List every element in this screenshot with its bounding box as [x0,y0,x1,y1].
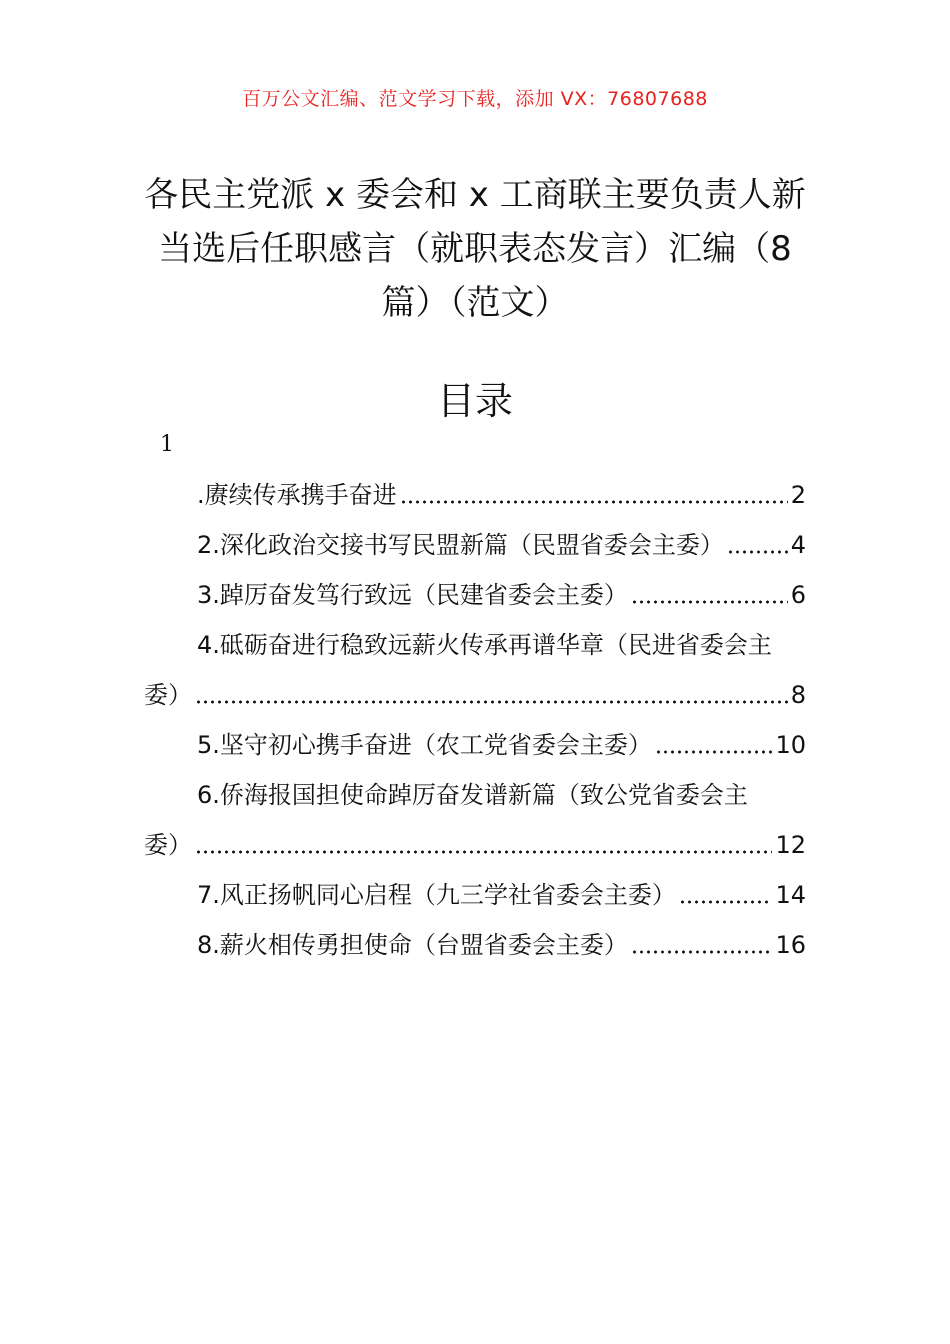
toc-heading: 目录 [436,379,513,423]
document-title: 各民主党派 x 委会和 x 工商联主要负责人新当选后任职感言（就职表态发言）汇编（8 篇）（范文） [144,175,806,323]
toc-entry-title: 4.砥砺奋进行稳致远薪火传承再谱华章（民进省委会主 [197,631,772,659]
toc-entry[interactable] [144,870,806,920]
dot-leader [727,531,788,555]
toc-entry-title: 5.坚守初心携手奋进（农工党省委会主委） [197,731,652,759]
dot-leader [631,931,773,955]
dot-leader [195,831,772,855]
toc-entry[interactable] [144,720,806,770]
toc-entry[interactable] [144,570,806,620]
toc-entry[interactable] [144,520,806,570]
toc-entry[interactable] [144,620,806,720]
toc-entry-title-continued: 委） [144,681,192,709]
dot-leader [631,581,788,605]
dot-leader [655,731,773,755]
toc-entry-title: 6.侨海报国担使命踔厉奋发谱新篇（致公党省委会主 [197,781,748,809]
toc-entry-page: 10 [775,731,806,759]
table-of-contents [144,470,806,970]
promo-banner: 百万公文汇编、范文学习下载，添加 VX：76807688 [242,88,708,110]
toc-entry-page: 8 [790,681,806,709]
toc-entry-title: .赓续传承携手奋进 [197,481,397,509]
toc-entry[interactable] [144,770,806,870]
toc-entry-page: 6 [790,581,806,609]
dot-leader [679,881,773,905]
toc-list-number: 1 [160,432,174,457]
toc-entry-title: 7.风正扬帆同心启程（九三学社省委会主委） [197,881,676,909]
toc-entry-page: 2 [790,481,806,509]
toc-entry-page: 14 [775,881,806,909]
toc-entry-page: 16 [775,931,806,959]
dot-leader [195,681,788,705]
toc-entry-title: 2.深化政治交接书写民盟新篇（民盟省委会主委） [197,531,724,559]
dot-leader [400,481,788,505]
toc-entry[interactable] [144,470,806,520]
toc-entry[interactable] [144,920,806,970]
toc-entry-page: 12 [775,831,806,859]
toc-entry-title: 3.踔厉奋发笃行致远（民建省委会主委） [197,581,628,609]
toc-entry-page: 4 [790,531,806,559]
toc-entry-title: 8.薪火相传勇担使命（台盟省委会主委） [197,931,628,959]
toc-entry-title-continued: 委） [144,831,192,859]
